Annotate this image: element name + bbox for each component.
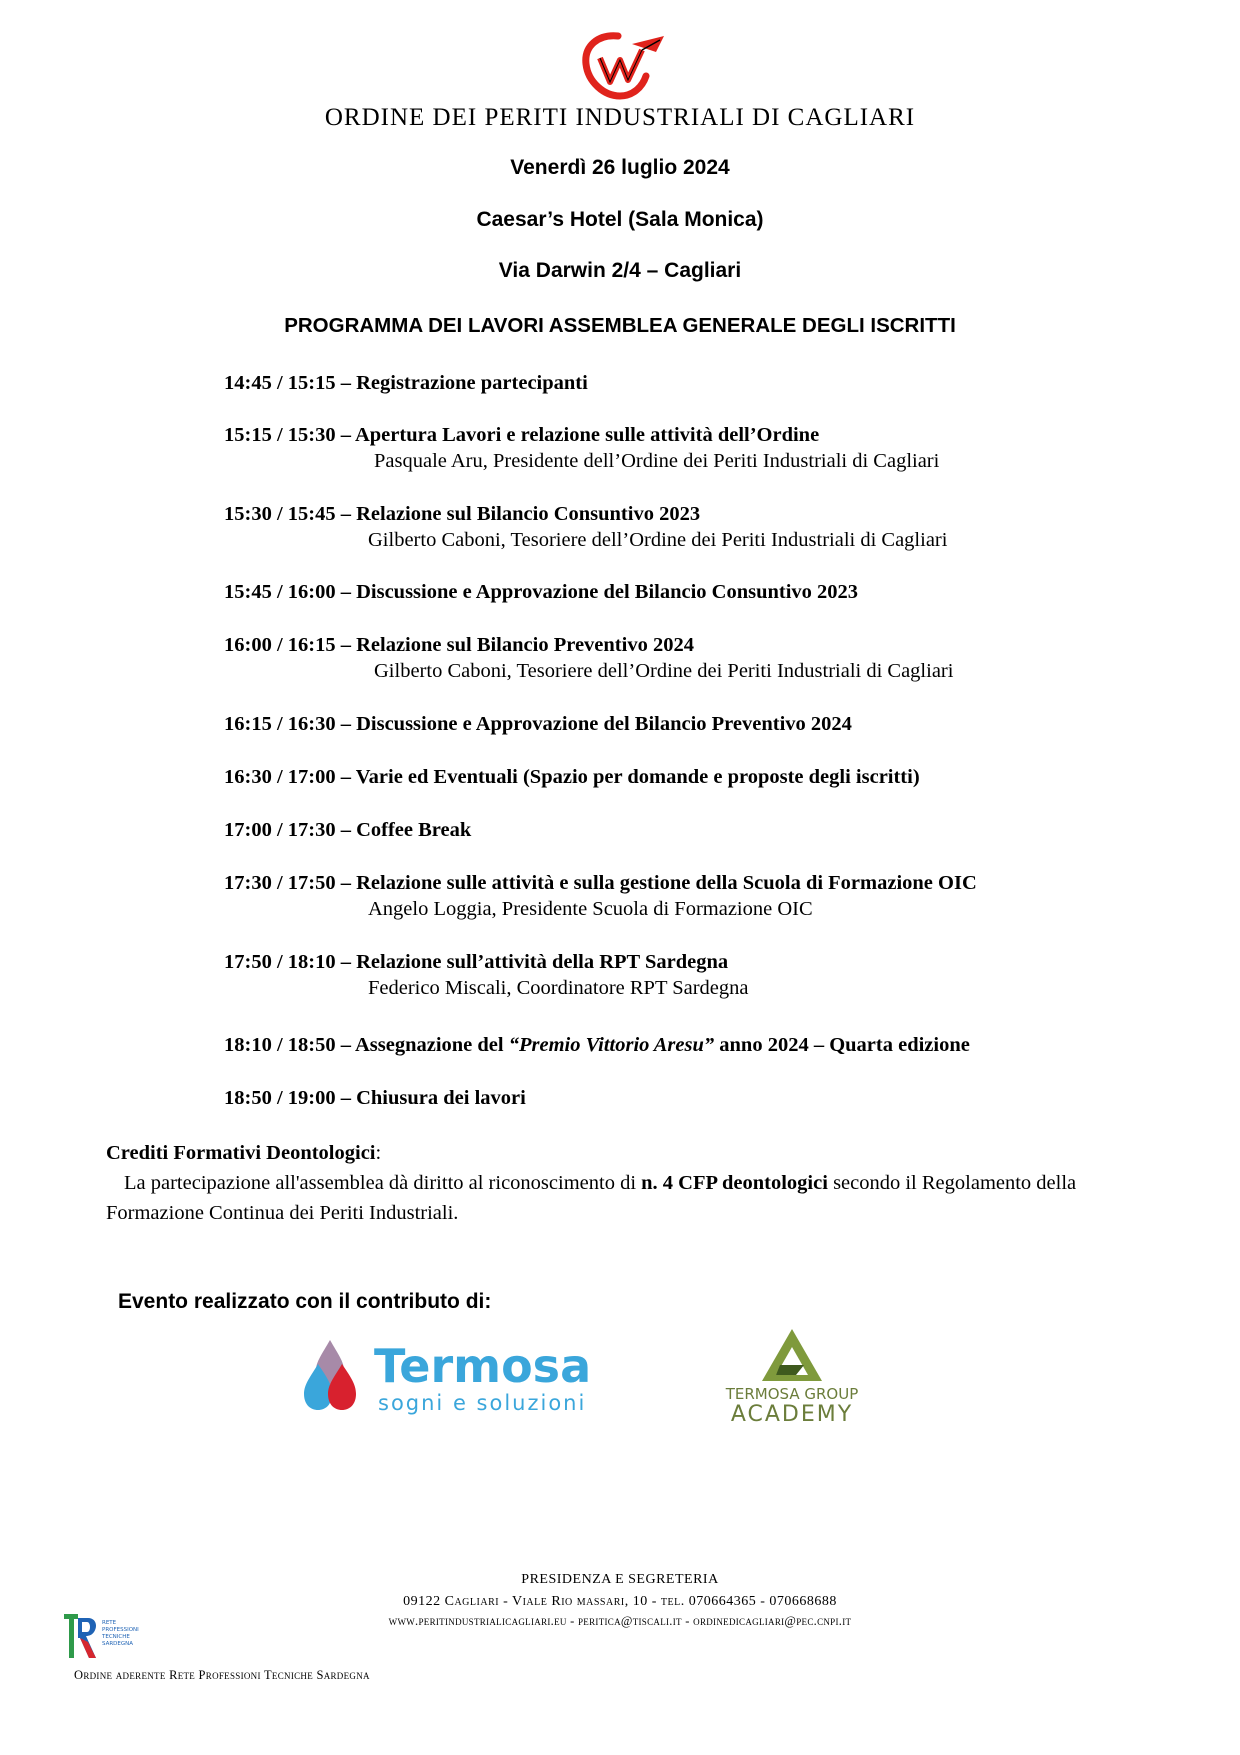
credits-text — [106, 1168, 1146, 1228]
agenda-item-coffee-break: 17:00 / 17:30 – Coffee Break — [224, 819, 472, 841]
sponsor-heading: Evento realizzato con il contributo di: — [118, 1290, 492, 1313]
event-date: Venerdì 26 luglio 2024 — [510, 156, 730, 179]
footer-member-note: Ordine aderente Rete Professioni Tecniche Sardegna — [74, 1668, 370, 1682]
agenda-item-opening: 15:15 / 15:30 – Apertura Lavori e relazione sulle attività dell’Ordine — [224, 424, 820, 446]
agenda-item-consuntivo-report: 15:30 / 15:45 – Relazione sul Bilancio Consuntivo 2023 — [224, 503, 701, 525]
credits-heading-colon: : — [375, 1142, 382, 1164]
agenda-item-award — [224, 1034, 970, 1057]
agenda-item-miscellaneous: 16:30 / 17:00 – Varie ed Eventuali (Spazio per domande e proposte degli iscritti) — [224, 766, 920, 788]
order-logo-icon — [570, 30, 670, 102]
footer-presidency: PRESIDENZA E SEGRETERIA — [521, 1572, 719, 1587]
credits-heading-line — [106, 1138, 1146, 1168]
event-address: Via Darwin 2/4 – Cagliari — [498, 259, 742, 282]
agenda-item-consuntivo-approval: 15:45 / 16:00 – Discussione e Approvazione del Bilancio Consuntivo 2023 — [224, 581, 859, 603]
agenda-item-rpt-report: 17:50 / 18:10 – Relazione sull’attività della RPT Sardegna — [224, 951, 729, 973]
credits-heading: Crediti Formativi Deontologici — [106, 1142, 376, 1164]
agenda-speaker: Gilberto Caboni, Tesoriere dell’Ordine dei Periti Industriali di Cagliari — [374, 660, 954, 682]
agenda-item-registration: 14:45 / 15:15 – Registrazione partecipanti — [224, 372, 588, 394]
agenda-item-preventivo-report: 16:00 / 16:15 – Relazione sul Bilancio Preventivo 2024 — [224, 634, 694, 656]
event-venue: Caesar’s Hotel (Sala Monica) — [476, 208, 764, 231]
footer-contacts: www.peritindustrialicagliari.eu - peritica@tiscali.it - ordinedicagliari@pec.cnpi.it — [388, 1614, 852, 1628]
credits-cfp-count: n. 4 CFP deontologici — [641, 1172, 828, 1194]
agenda-item-preventivo-approval: 16:15 / 16:30 – Discussione e Approvazione del Bilancio Preventivo 2024 — [224, 713, 852, 735]
footer-address: 09122 Cagliari - Viale Rio massari, 10 - tel. 070664365 - 070668688 — [403, 1594, 837, 1609]
agenda-item-closing: 18:50 / 19:00 – Chiusura dei lavori — [224, 1087, 526, 1109]
academy-line2: ACADEMY — [730, 1402, 854, 1425]
agenda-item-school-report: 17:30 / 17:50 – Relazione sulle attività e sulla gestione della Scuola di Formazione OIC — [224, 872, 977, 894]
rpt-logo-text: TECNICHE — [102, 1634, 130, 1640]
agenda-speaker: Pasquale Aru, Presidente dell’Ordine dei Periti Industriali di Cagliari — [374, 450, 940, 472]
agenda-award-text: 18:10 / 18:50 – Assegnazione del — [224, 1034, 509, 1056]
program-title: PROGRAMMA DEI LAVORI ASSEMBLEA GENERALE DEGLI ISCRITTI — [284, 314, 956, 337]
organization-title: ORDINE DEI PERITI INDUSTRIALI DI CAGLIARI — [324, 104, 916, 131]
rpt-logo-text: PROFESSIONI — [102, 1627, 139, 1633]
termosa-name: Termosa — [374, 1339, 592, 1393]
termosa-logo — [300, 1330, 620, 1425]
rpt-logo-text: SARDEGNA — [102, 1641, 134, 1647]
credits-text-part: secondo il Regolamento della Formazione Continua dei Periti Industriali. — [106, 1172, 1077, 1224]
agenda-speaker: Gilberto Caboni, Tesoriere dell’Ordine dei Periti Industriali di Cagliari — [368, 529, 948, 551]
award-name: “Premio Vittorio Aresu” — [508, 1034, 715, 1056]
rpt-logo-text: RETE — [102, 1620, 117, 1626]
credits-section — [106, 1138, 1146, 1228]
rpt-sardegna-logo — [62, 1612, 152, 1660]
agenda-speaker: Federico Miscali, Coordinatore RPT Sardegna — [368, 977, 749, 999]
termosa-academy-logo — [700, 1325, 885, 1425]
agenda-speaker: Angelo Loggia, Presidente Scuola di Formazione OIC — [368, 898, 813, 920]
academy-line1: TERMOSA GROUP — [725, 1385, 859, 1403]
agenda-award-text: anno 2024 – Quarta edizione — [714, 1034, 970, 1056]
termosa-tagline: sogni e soluzioni — [378, 1391, 587, 1415]
credits-text-part: La partecipazione all'assemblea dà diritto al riconoscimento di — [124, 1172, 642, 1194]
